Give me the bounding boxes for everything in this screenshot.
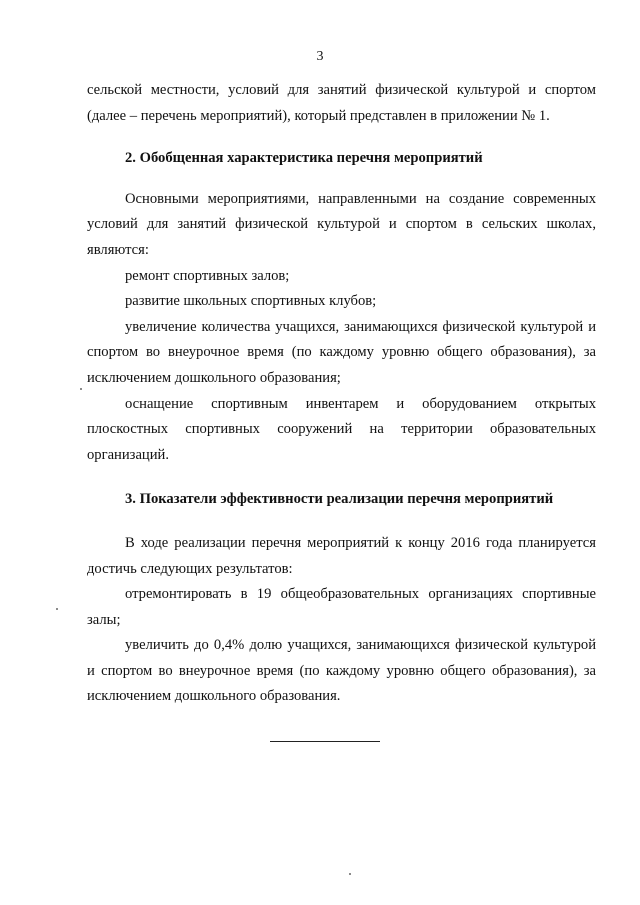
page-number: 3	[316, 49, 324, 64]
section-3-item-2: увеличить до 0,4% долю учащихся, занимающихся физической культурой и спортом во внеурочное время (по каждому уровню общего образования), за исключением дошкольного образования.	[87, 637, 596, 705]
section-2-item-4: оснащение спортивным инвентарем и оборудованием открытых плоскостных спортивных сооружений на территории образовательных организаций.	[87, 395, 596, 463]
end-divider-line	[270, 741, 380, 742]
section-2-item-3: увеличение количества учащихся, занимающихся физической культурой и спортом во внеурочное время (по каждому уровню общего образования), за исключением дошкольного образования;	[87, 318, 596, 386]
scan-speck	[80, 388, 82, 390]
section-3-item-1: отремонтировать в 19 общеобразовательных организациях спортивные залы;	[87, 586, 596, 628]
section-2-item-2: развитие школьных спортивных клубов;	[125, 293, 377, 310]
section-2-lead: Основными мероприятиями, направленными на создание современных условий для занятий физической культурой и спортом в сельских школах, являются:	[87, 190, 596, 258]
scan-speck	[349, 873, 351, 875]
section-3-lead: В ходе реализации перечня мероприятий к концу 2016 года планируется достичь следующих результатов:	[87, 534, 596, 577]
document-body	[87, 78, 596, 710]
section-2-heading: 2. Обобщенная характеристика перечня мероприятий	[125, 150, 483, 167]
section-3-heading: 3. Показатели эффективности реализации перечня мероприятий	[125, 491, 554, 508]
intro-paragraph: сельской местности, условий для занятий физической культурой и спортом (далее – перечень мероприятий), который представлен в приложении № 1.	[87, 82, 596, 124]
scan-speck	[56, 608, 58, 610]
section-2-item-1: ремонт спортивных залов;	[125, 267, 290, 284]
